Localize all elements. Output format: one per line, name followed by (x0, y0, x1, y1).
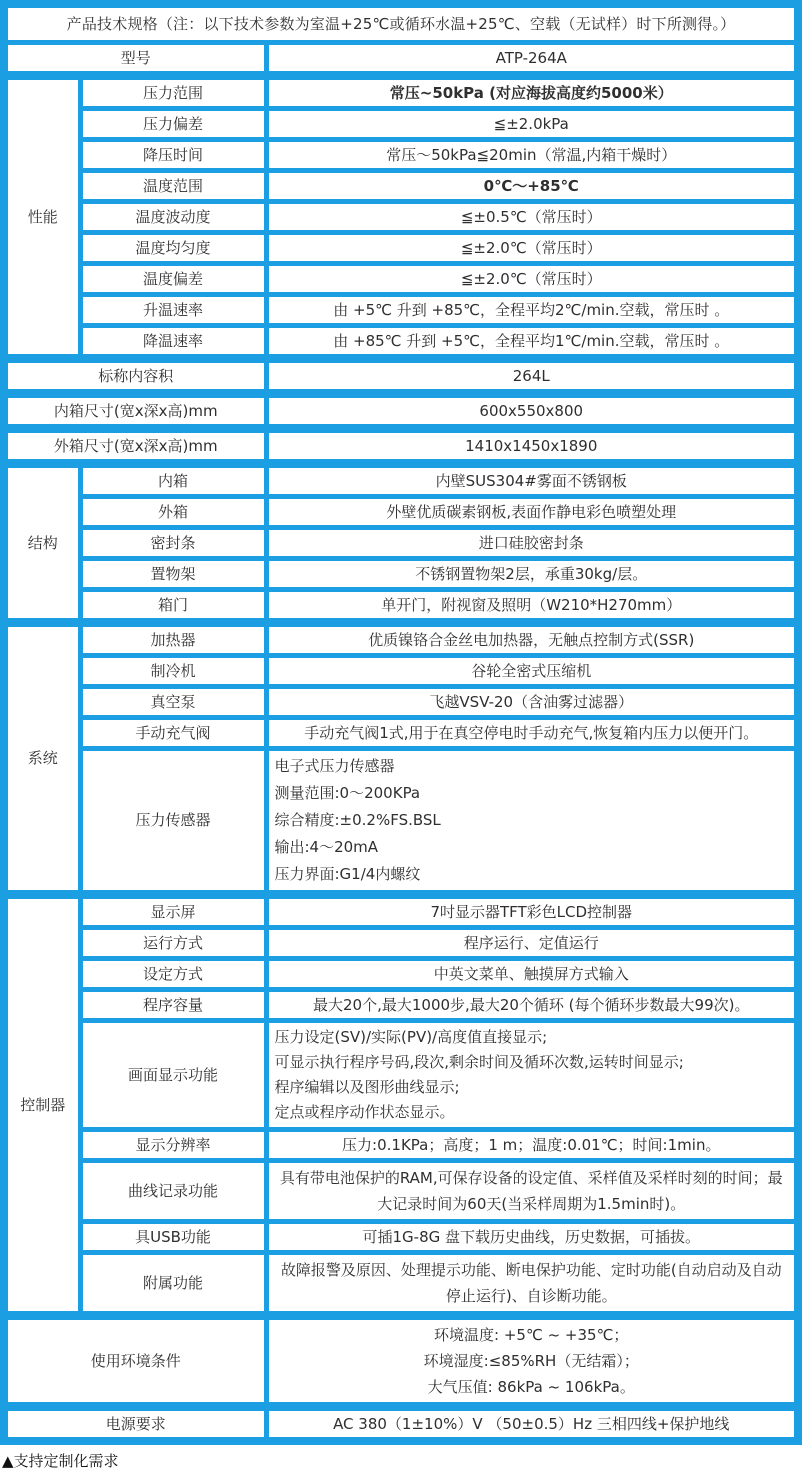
spec-label: 画面显示功能 (80, 1021, 266, 1130)
table-row (4, 959, 798, 990)
spec-label: 降压时间 (80, 140, 266, 171)
spec-value-line: 电子式压力传感器 (274, 757, 395, 775)
spec-label: 加热器 (80, 623, 266, 656)
spec-label: 温度均匀度 (80, 233, 266, 264)
spec-label: 密封条 (80, 528, 266, 559)
spec-value-line: 输出:4〜20mA (274, 838, 379, 856)
table-row (4, 1130, 798, 1161)
spec-value: 中英文菜单、触摸屏方式输入 (266, 959, 798, 990)
spec-value-line: 压力界面:G1/4内螺纹 (274, 865, 421, 883)
spec-label: 外箱 (80, 497, 266, 528)
spec-label: 制冷机 (80, 656, 266, 687)
table-row (4, 990, 798, 1021)
spec-value: 7吋显示器TFT彩色LCD控制器 (266, 895, 798, 928)
spec-value: 最大20个,最大1000步,最大20个循环 (每个循环步数最大99次)。 (266, 990, 798, 1021)
spec-label: 箱门 (80, 590, 266, 623)
table-row (4, 623, 798, 656)
table-row (4, 171, 798, 202)
spec-value: AC 380（1±10%）V （50±0.5）Hz 三相四线+保护地线 (266, 1407, 798, 1442)
spec-value: 具有带电池保护的RAM,可保存设备的设定值、采样值及采样时刻的时间；最大记录时间为60天(当采样周期为1.5min时)。 (266, 1161, 798, 1222)
spec-value-line: 定点或程序动作状态显示。 (274, 1103, 455, 1121)
spec-value: 0℃～+85℃ (266, 171, 798, 202)
table-row (4, 429, 798, 464)
table-row (4, 295, 798, 326)
spec-value: 由 +85℃ 升到 +5℃，全程平均1℃/min.空载，常压时 。 (266, 326, 798, 359)
table-row (4, 202, 798, 233)
table-row (4, 528, 798, 559)
customization-note: ▲支持定制化需求 (0, 1445, 802, 1475)
table-title: 产品技术规格（注：以下技术参数为室温+25℃或循环水温+25℃、空载（无试样）时下所测得。） (4, 4, 798, 43)
spec-value: 常压~50kPa (对应海拔高度约5000米） (266, 76, 798, 109)
spec-value: 1410x1450x1890 (266, 429, 798, 464)
spec-value: 单开门，附视窗及照明（W210*H270mm） (266, 590, 798, 623)
table-row (4, 497, 798, 528)
spec-label: 程序容量 (80, 990, 266, 1021)
spec-label: 标称内容积 (4, 359, 266, 394)
spec-label: 使用环境条件 (4, 1316, 266, 1407)
table-row (4, 264, 798, 295)
spec-label: 升温速率 (80, 295, 266, 326)
spec-value-line: 环境湿度:≤85%RH（无结霜）； (423, 1352, 639, 1370)
spec-label: 压力范围 (80, 76, 266, 109)
spec-label: 外箱尺寸(宽x深x高)mm (4, 429, 266, 464)
table-row (4, 1407, 798, 1442)
spec-label: 内箱尺寸(宽x深x高)mm (4, 394, 266, 429)
table-row (4, 4, 798, 43)
spec-value-multiline (266, 1316, 798, 1407)
spec-value-line: 大气压值: 86kPa ~ 106kPa。 (427, 1378, 635, 1396)
spec-value: 飞越VSV-20（含油雾过滤器） (266, 687, 798, 718)
spec-value: 手动充气阀1式,用于在真空停电时手动充气,恢复箱内压力以便开门。 (266, 718, 798, 749)
spec-value: 内壁SUS304#雾面不锈钢板 (266, 464, 798, 497)
spec-value-line: 压力设定(SV)/实际(PV)/高度值直接显示; (274, 1028, 548, 1046)
spec-label: 内箱 (80, 464, 266, 497)
spec-value: 不锈钢置物架2层，承重30kg/层。 (266, 559, 798, 590)
spec-label: 显示分辨率 (80, 1130, 266, 1161)
spec-label: 压力传感器 (80, 749, 266, 895)
spec-value: 由 +5℃ 升到 +85℃，全程平均2℃/min.空载，常压时 。 (266, 295, 798, 326)
table-row (4, 656, 798, 687)
spec-value-multiline (266, 1021, 798, 1130)
spec-label: 显示屏 (80, 895, 266, 928)
spec-label: 压力偏差 (80, 109, 266, 140)
spec-value-line: 程序编辑以及图形曲线显示; (274, 1078, 460, 1096)
table-row (4, 895, 798, 928)
spec-value: ≦±2.0℃（常压时） (266, 233, 798, 264)
table-row (4, 1222, 798, 1253)
model-value: ATP-264A (266, 43, 798, 76)
spec-value-line: 测量范围:0〜200KPa (274, 784, 421, 802)
spec-value: ≦±2.0kPa (266, 109, 798, 140)
spec-label: 具USB功能 (80, 1222, 266, 1253)
group-label-structure: 结构 (4, 464, 80, 623)
spec-label: 真空泵 (80, 687, 266, 718)
table-row (4, 1161, 798, 1222)
spec-value-line: 可显示执行程序号码,段次,剩余时间及循环次数,运转时间显示; (274, 1053, 684, 1071)
table-row (4, 1253, 798, 1316)
spec-value: ≦±2.0℃（常压时） (266, 264, 798, 295)
table-row (4, 394, 798, 429)
table-row (4, 749, 798, 895)
spec-label: 置物架 (80, 559, 266, 590)
spec-value: 压力:0.1KPa；高度；1 m；温度:0.01℃；时间:1min。 (266, 1130, 798, 1161)
group-label-controller: 控制器 (4, 895, 80, 1316)
spec-label: 运行方式 (80, 928, 266, 959)
table-row (4, 687, 798, 718)
spec-value: 264L (266, 359, 798, 394)
table-row (4, 928, 798, 959)
spec-value: ≦±0.5℃（常压时） (266, 202, 798, 233)
spec-value-line: 环境温度: +5℃ ~ +35℃； (434, 1326, 629, 1344)
spec-value: 程序运行、定值运行 (266, 928, 798, 959)
spec-value: 优质镍铬合金丝电加热器，无触点控制方式(SSR) (266, 623, 798, 656)
table-row (4, 109, 798, 140)
spec-label: 降温速率 (80, 326, 266, 359)
table-row (4, 233, 798, 264)
table-row (4, 326, 798, 359)
table-row (4, 559, 798, 590)
spec-label: 附属功能 (80, 1253, 266, 1316)
spec-value: 可插1G-8G 盘下载历史曲线，历史数据，可插拔。 (266, 1222, 798, 1253)
spec-label: 曲线记录功能 (80, 1161, 266, 1222)
spec-value: 外壁优质碳素钢板,表面作静电彩色喷塑处理 (266, 497, 798, 528)
spec-value: 谷轮全密式压缩机 (266, 656, 798, 687)
table-row (4, 718, 798, 749)
spec-label: 设定方式 (80, 959, 266, 990)
table-row (4, 1316, 798, 1407)
spec-value-multiline (266, 749, 798, 895)
spec-label: 手动充气阀 (80, 718, 266, 749)
group-label-system: 系统 (4, 623, 80, 895)
table-row (4, 1021, 798, 1130)
spec-label: 温度波动度 (80, 202, 266, 233)
table-row (4, 464, 798, 497)
spec-label: 温度偏差 (80, 264, 266, 295)
spec-value: 故障报警及原因、处理提示功能、断电保护功能、定时功能(自动启动及自动停止运行)、自诊断功能。 (266, 1253, 798, 1316)
table-row (4, 590, 798, 623)
table-row (4, 43, 798, 76)
model-label: 型号 (4, 43, 266, 76)
group-label-performance: 性能 (4, 76, 80, 359)
table-row (4, 76, 798, 109)
spec-value: 常压～50kPa≦20min（常温,内箱干燥时） (266, 140, 798, 171)
spec-label: 温度范围 (80, 171, 266, 202)
table-row (4, 140, 798, 171)
spec-value-line: 综合精度:±0.2%FS.BSL (274, 811, 441, 829)
table-row (4, 359, 798, 394)
spec-label: 电源要求 (4, 1407, 266, 1442)
spec-value: 600x550x800 (266, 394, 798, 429)
spec-value: 进口硅胶密封条 (266, 528, 798, 559)
